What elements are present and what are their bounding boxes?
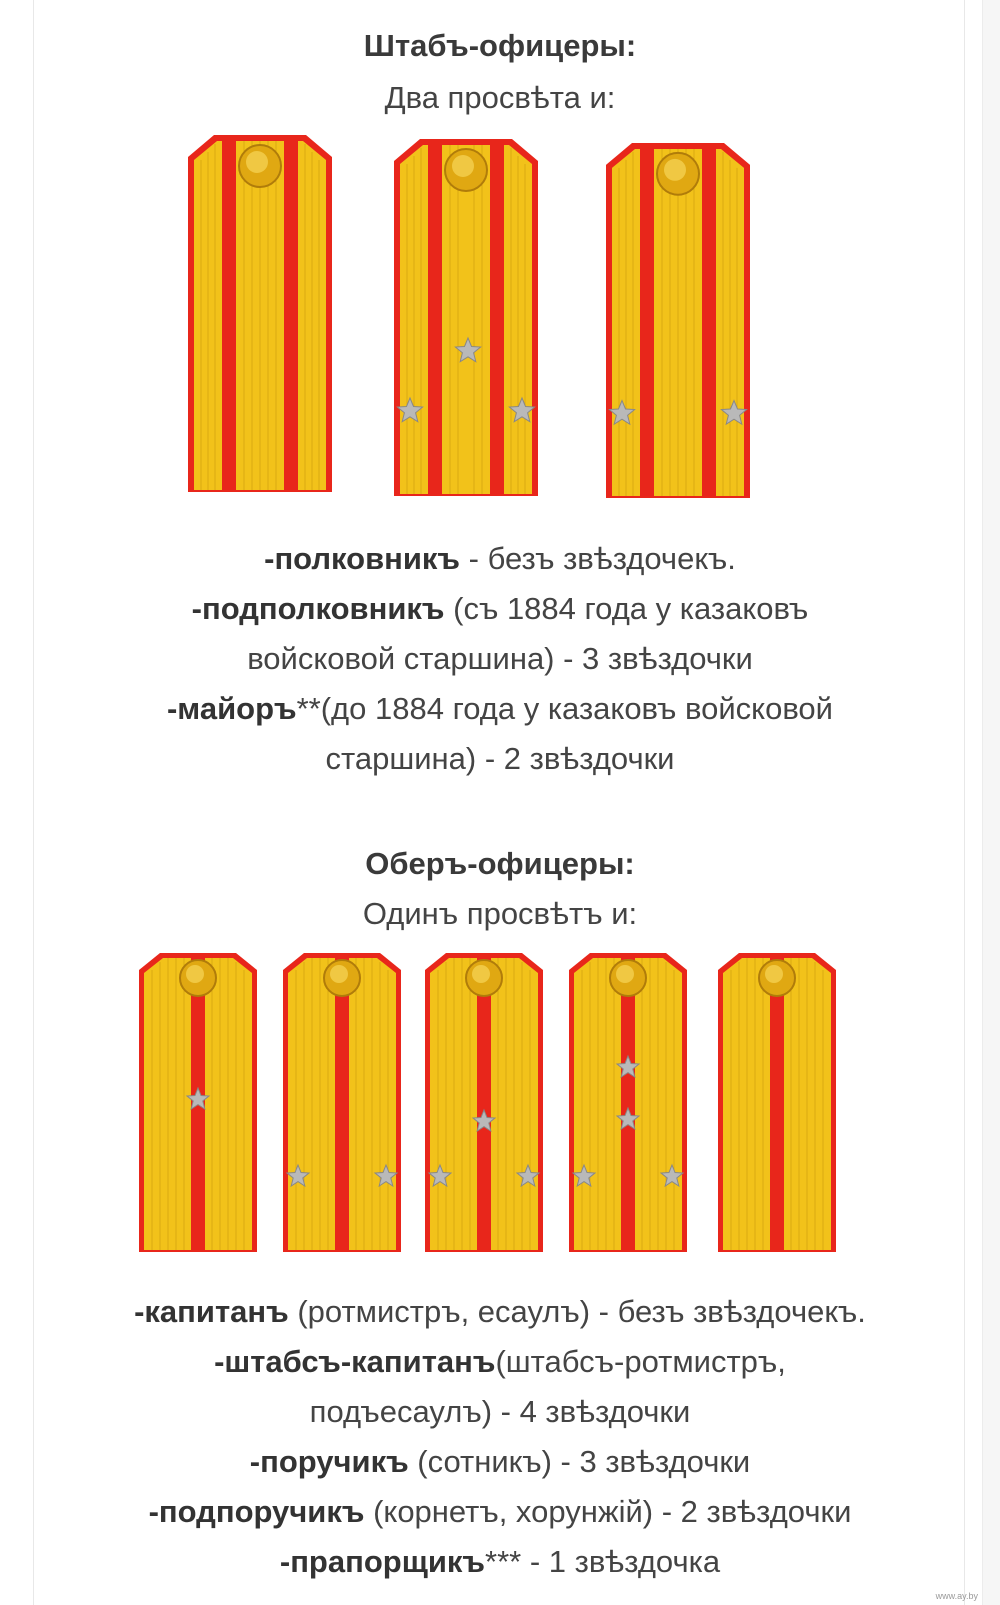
shoulder-board-poruchik bbox=[422, 950, 546, 1252]
ober-officers-title: Оберъ-офицеры: bbox=[365, 846, 635, 881]
watermark: www.ay.by bbox=[935, 1591, 978, 1601]
shoulder-board-podporuchik bbox=[280, 950, 404, 1252]
rank-line-poruchik: -поручикъ (сотникъ) - 3 звѣздочки bbox=[249, 1444, 751, 1479]
shoulder-board-shtabs-kapitan bbox=[566, 950, 690, 1252]
shoulder-board-maior bbox=[602, 140, 754, 498]
staff-officers-title: Штабъ-офицеры: bbox=[363, 28, 637, 63]
shoulder-board-podpolkovnik bbox=[390, 136, 542, 496]
ober-officers-subtitle: Одинъ просвѣтъ и: bbox=[362, 896, 638, 931]
rank-line-polkovnik: -полковникъ - безъ звѣздочекъ. bbox=[264, 541, 736, 576]
rank-line-kapitan: -капитанъ (ротмистръ, есаулъ) - безъ звѣздочекъ. bbox=[134, 1294, 866, 1329]
staff-rank-list bbox=[0, 534, 1000, 784]
shoulder-board-praporshchik bbox=[136, 950, 260, 1252]
rank-line-shtabs-kapitan: -штабсъ-капитанъ(штабсъ-ротмистръ, подъесаулъ) - 4 звѣздочки bbox=[214, 1344, 786, 1429]
ober-rank-list bbox=[0, 1287, 1000, 1587]
staff-officers-subtitle: Два просвѣта и: bbox=[384, 80, 616, 115]
rank-line-maior: -майоръ**(до 1884 года у казаковъ войсковой старшина) - 2 звѣздочки bbox=[166, 691, 833, 776]
shoulder-board-polkovnik bbox=[184, 132, 336, 492]
rank-line-podpolkovnik: -подполковникъ (съ 1884 года у казаковъ войсковой старшина) - 3 звѣздочки bbox=[191, 591, 809, 676]
rank-line-podporuchik: -подпоручикъ (корнетъ, хорунжій) - 2 звѣздочки bbox=[148, 1494, 852, 1529]
rank-line-praporshchik: -прапорщикъ*** - 1 звѣздочка bbox=[279, 1544, 721, 1579]
shoulder-board-kapitan bbox=[715, 950, 839, 1252]
